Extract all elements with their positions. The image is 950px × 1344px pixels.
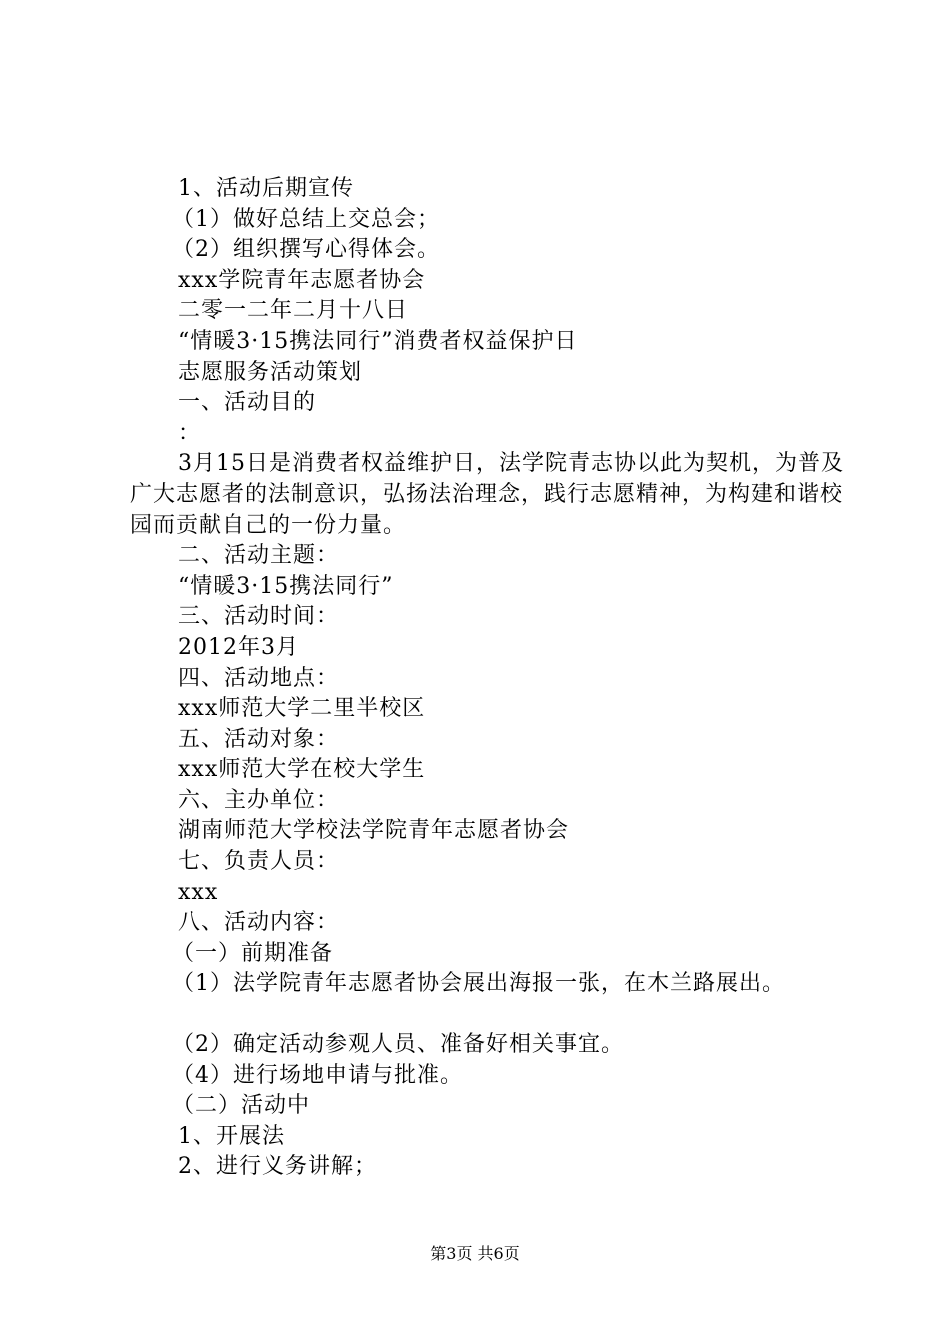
section-heading: 八、活动内容：	[178, 910, 340, 936]
text-line: xxx	[178, 879, 219, 905]
section-heading: 二、活动主题：	[178, 543, 340, 569]
text-line: 2012年3月	[178, 634, 299, 660]
text-line: “情暖3·15携法同行”消费者权益保护日	[178, 328, 578, 354]
text-line: 1、开展法	[178, 1123, 285, 1149]
text-line: （1）法学院青年志愿者协会展出海报一张，在木兰路展出。	[172, 971, 785, 997]
text-line: （一）前期准备	[172, 940, 334, 966]
section-heading: 三、活动时间：	[178, 604, 340, 630]
section-heading: 一、活动目的	[178, 390, 317, 416]
body-paragraph: 3月15日是消费者权益维护日，法学院青志协以此为契机，为普及广大志愿者的法制意识，弘扬法治理念，践行志愿精神，为构建和谐校园而贡献自己的一份力量。	[130, 451, 844, 538]
text-line: （1）做好总结上交总会；	[172, 206, 440, 232]
text-line: （2）组织撰写心得体会。	[172, 237, 440, 263]
text-line: 志愿服务活动策划	[178, 359, 363, 385]
text-line: xxx师范大学二里半校区	[178, 696, 426, 722]
section-heading: 五、活动对象：	[178, 726, 340, 752]
section-heading: 六、主办单位：	[178, 787, 340, 813]
text-line: 湖南师范大学校法学院青年志愿者协会	[178, 818, 570, 844]
text-line: xxx师范大学在校大学生	[178, 757, 426, 783]
section-heading: 四、活动地点：	[178, 665, 340, 691]
text-line: 1、活动后期宣传	[178, 176, 354, 201]
section-heading: 七、负责人员：	[178, 849, 340, 875]
blank-line	[130, 1000, 860, 1030]
text-line: ：	[178, 420, 202, 446]
text-line: 2、进行义务讲解；	[178, 1154, 377, 1180]
text-line: （2）确定活动参观人员、准备好相关事宜。	[172, 1032, 624, 1058]
page-footer: 第3页 共6页	[430, 1244, 520, 1263]
document-body	[130, 174, 860, 1183]
text-line: （4）进行场地申请与批准。	[172, 1062, 463, 1088]
text-line: “情暖3·15携法同行”	[178, 573, 394, 599]
text-line: xxx学院青年志愿者协会	[178, 267, 426, 293]
text-line: （二）活动中	[172, 1093, 311, 1119]
text-line: 二零一二年二月十八日	[178, 298, 409, 324]
